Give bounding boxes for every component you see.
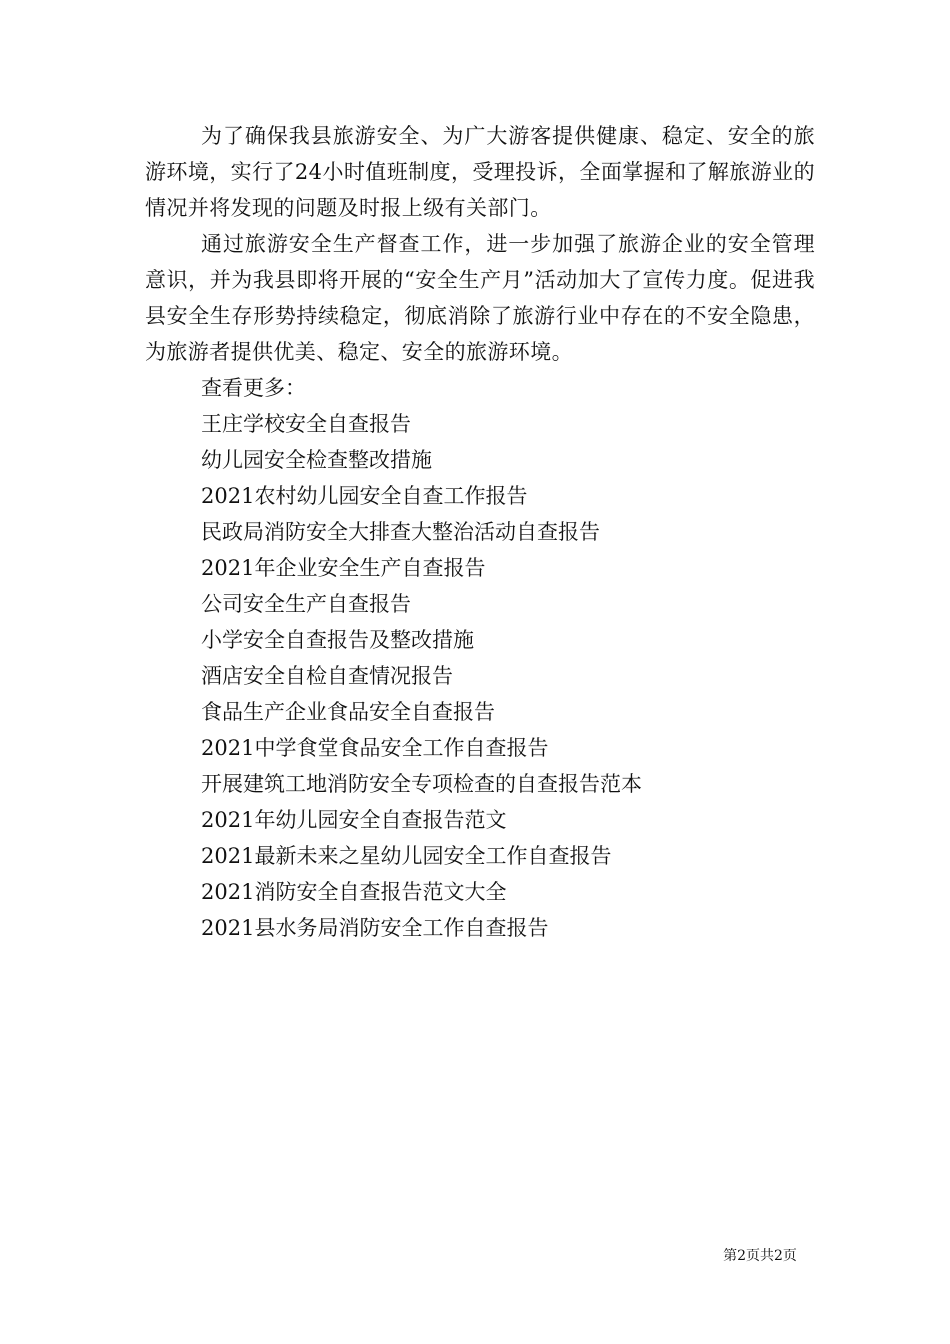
related-link[interactable]: 小学安全自查报告及整改措施 xyxy=(201,628,474,652)
paragraph-1: 为了确保我县旅游安全、为广大游客提供健康、稳定、安全的旅游环境，实行了24小时值班制度，受理投诉，全面掌握和了解旅游业的情况并将发现的问题及时报上级有关部门。 xyxy=(145,124,815,220)
related-link[interactable]: 民政局消防安全大排查大整治活动自查报告 xyxy=(201,520,600,544)
related-link[interactable]: 2021最新未来之星幼儿园安全工作自查报告 xyxy=(201,844,612,868)
related-links-list xyxy=(145,406,815,946)
related-link[interactable]: 2021消防安全自查报告范文大全 xyxy=(201,880,507,904)
related-link[interactable]: 2021县水务局消防安全工作自查报告 xyxy=(201,916,549,940)
paragraph-2: 通过旅游安全生产督查工作，进一步加强了旅游企业的安全管理意识，并为我县即将开展的“安全生产月”活动加大了宣传力度。促进我县安全生存形势持续稳定，彻底消除了旅游行业中存在的不安全隐患，为旅游者提供优美、稳定、安全的旅游环境。 xyxy=(145,232,815,364)
related-link[interactable]: 2021年幼儿园安全自查报告范文 xyxy=(201,808,507,832)
page-footer xyxy=(690,1246,830,1266)
see-more-heading: 查看更多： xyxy=(201,376,306,400)
related-link[interactable]: 公司安全生产自查报告 xyxy=(201,592,411,616)
related-link[interactable]: 酒店安全自检自查情况报告 xyxy=(201,664,453,688)
related-link[interactable]: 幼儿园安全检查整改措施 xyxy=(201,448,432,472)
related-link[interactable]: 2021农村幼儿园安全自查工作报告 xyxy=(201,484,528,508)
page-indicator: 第2页共2页 xyxy=(723,1248,797,1264)
related-link[interactable]: 食品生产企业食品安全自查报告 xyxy=(201,700,495,724)
related-link[interactable]: 2021中学食堂食品安全工作自查报告 xyxy=(201,736,549,760)
related-link[interactable]: 2021年企业安全生产自查报告 xyxy=(201,556,486,580)
related-link[interactable]: 王庄学校安全自查报告 xyxy=(201,412,411,436)
document-body xyxy=(145,118,815,946)
related-link[interactable]: 开展建筑工地消防安全专项检查的自查报告范本 xyxy=(201,772,642,796)
